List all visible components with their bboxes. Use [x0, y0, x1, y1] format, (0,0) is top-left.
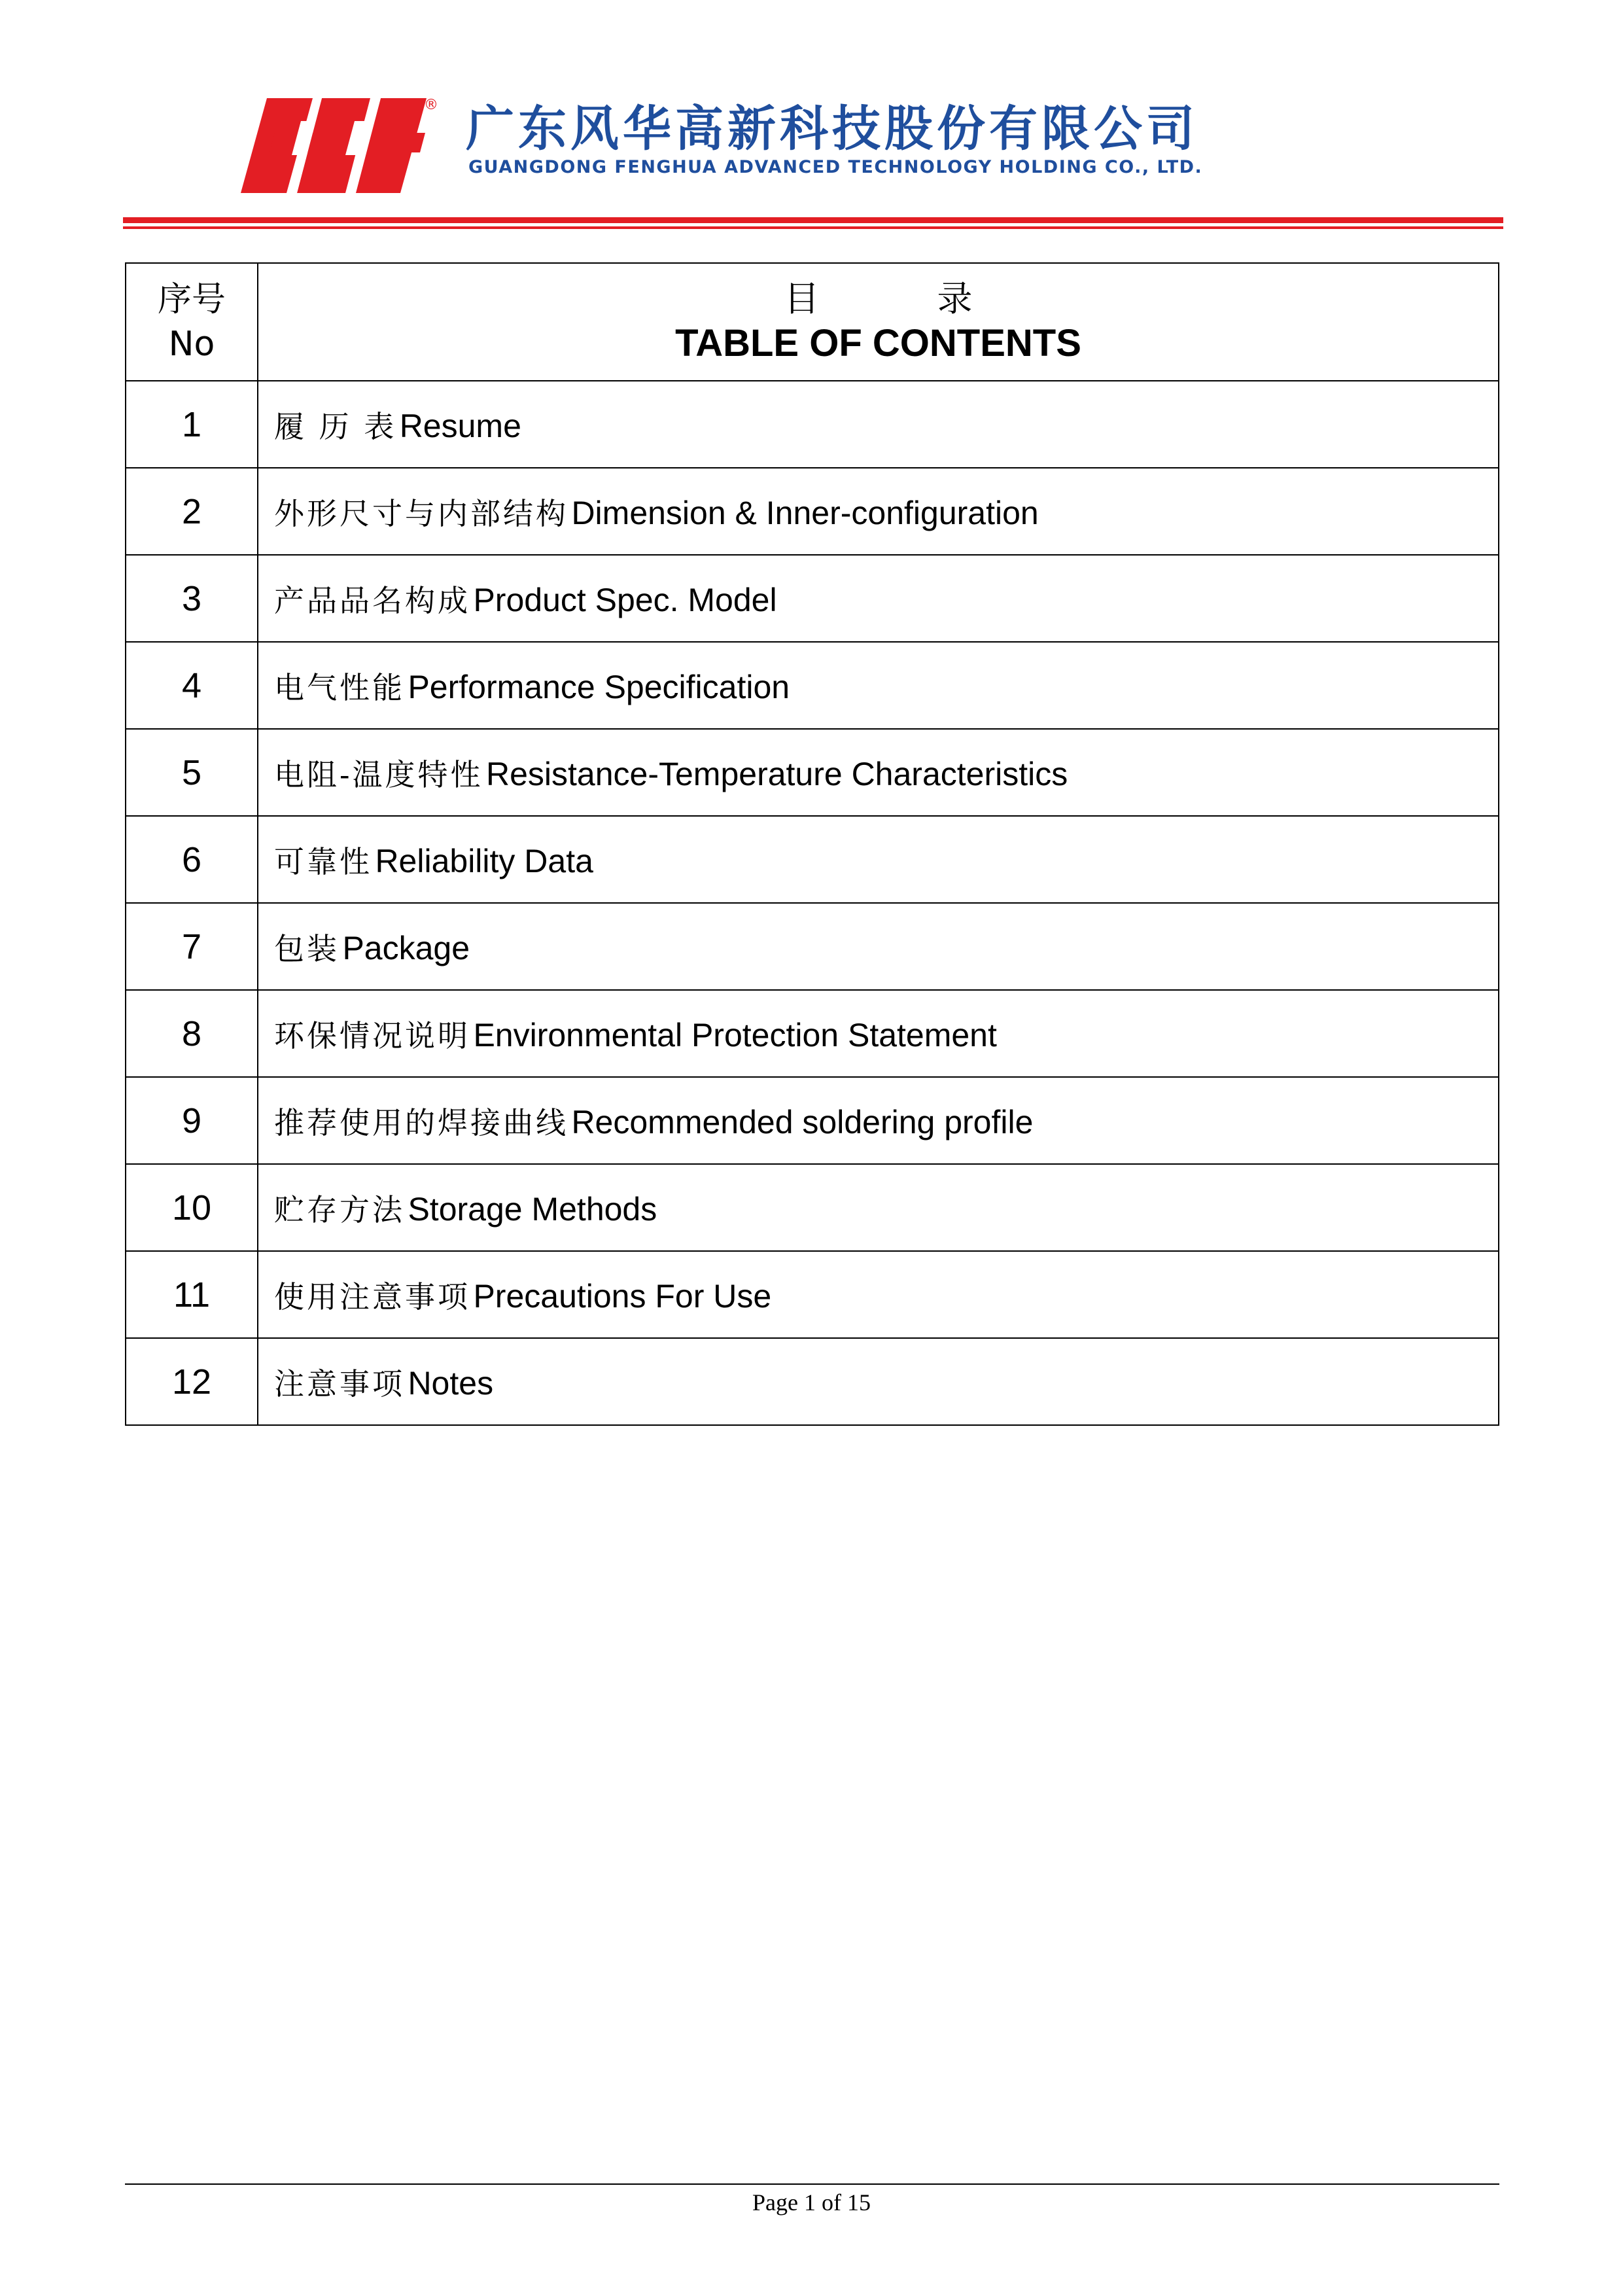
footer-divider	[125, 2183, 1499, 2185]
table-row	[126, 990, 1499, 1077]
toc-title-cn: 目录	[784, 278, 1091, 319]
toc-item-number: 1	[181, 404, 202, 444]
toc-title-cell	[258, 1077, 1499, 1164]
toc-number-cell	[126, 642, 258, 729]
toc-item-title-cn: 贮存方法	[274, 1192, 405, 1227]
toc-number-cell	[126, 729, 258, 816]
table-row	[126, 381, 1499, 468]
toc-item-number: 10	[171, 1188, 212, 1227]
toc-number-cell	[126, 1251, 258, 1338]
toc-item-title-cn: 推荐使用的焊接曲线	[274, 1104, 568, 1140]
toc-title-en: TABLE OF CONTENTS	[675, 322, 1081, 364]
table-row	[126, 642, 1499, 729]
toc-item-number: 12	[171, 1362, 212, 1402]
toc-title-cell	[258, 381, 1499, 468]
toc-item-number: 8	[181, 1014, 202, 1053]
table-of-contents	[125, 262, 1499, 1426]
toc-header-row	[126, 263, 1499, 381]
toc-item-title-cn: 履 历 表	[274, 408, 397, 444]
table-row	[126, 555, 1499, 642]
toc-item-title-en: Environmental Protection Statement	[473, 1016, 997, 1053]
toc-number-cell	[126, 555, 258, 642]
table-row	[126, 468, 1499, 555]
toc-item-title-cn: 使用注意事项	[274, 1279, 470, 1315]
fenghua-logo-icon	[236, 95, 432, 196]
company-name-en: GUANGDONG FENGHUA ADVANCED TECHNOLOGY HOLDING CO., LTD.	[468, 157, 1203, 177]
registered-trademark: ®	[424, 97, 438, 113]
toc-item-title-cn: 产品品名构成	[274, 582, 470, 618]
toc-item-title-cn: 包装	[274, 930, 340, 966]
toc-title-cell	[258, 468, 1499, 555]
table-row	[126, 1251, 1499, 1338]
toc-item-title-en: Dimension & Inner-configuration	[571, 494, 1039, 531]
toc-title-cell	[258, 816, 1499, 903]
toc-item-title-cn: 注意事项	[274, 1366, 405, 1402]
toc-item-number: 5	[181, 752, 202, 792]
toc-title-cell	[258, 1251, 1499, 1338]
toc-number-cell	[126, 816, 258, 903]
toc-item-number: 3	[181, 578, 202, 618]
toc-title-cell	[258, 555, 1499, 642]
toc-item-title-en: Performance Specification	[408, 668, 790, 705]
table-row	[126, 816, 1499, 903]
toc-item-number: 9	[181, 1101, 202, 1140]
toc-item-title-en: Product Spec. Model	[473, 581, 777, 618]
toc-item-number: 6	[181, 839, 202, 879]
toc-number-cell	[126, 903, 258, 990]
toc-item-number: 11	[173, 1275, 211, 1315]
page-number: Page 1 of 15	[752, 2189, 871, 2216]
toc-item-title-cn: 外形尺寸与内部结构	[274, 495, 568, 531]
toc-header-no-cell	[126, 263, 258, 381]
table-row	[126, 903, 1499, 990]
toc-item-title-en: Notes	[408, 1364, 494, 1402]
toc-item-title-en: Resume	[399, 407, 521, 444]
toc-item-number: 7	[181, 927, 202, 966]
table-row	[126, 1164, 1499, 1251]
toc-item-title-en: Precautions For Use	[473, 1277, 772, 1315]
toc-item-number: 4	[181, 665, 202, 705]
company-name-cn: 广东风华高新科技股份有限公司	[466, 101, 1198, 157]
toc-title-cell	[258, 1164, 1499, 1251]
toc-item-title-cn: 电气性能	[274, 669, 405, 705]
toc-number-cell	[126, 1077, 258, 1164]
toc-title-cell	[258, 729, 1499, 816]
header-divider-thick	[123, 217, 1503, 223]
toc-number-cell	[126, 468, 258, 555]
table-row	[126, 729, 1499, 816]
col-no-label-en: No	[168, 325, 215, 364]
toc-title-cell	[258, 903, 1499, 990]
toc-item-title-en: Storage Methods	[408, 1190, 657, 1227]
header-divider-thin	[123, 226, 1503, 229]
toc-item-title-cn: 环保情况说明	[274, 1017, 470, 1053]
toc-title-cell	[258, 990, 1499, 1077]
toc-title-cell	[258, 642, 1499, 729]
toc-item-title-cn: 可靠性	[274, 843, 372, 879]
page-header	[0, 0, 1623, 236]
toc-title-cell	[258, 1338, 1499, 1425]
toc-item-number: 2	[181, 491, 202, 531]
toc-number-cell	[126, 990, 258, 1077]
toc-item-title-en: Recommended soldering profile	[571, 1103, 1034, 1140]
toc-item-title-en: Package	[342, 929, 470, 966]
toc-item-title-cn: 电阻-温度特性	[274, 756, 483, 792]
toc-number-cell	[126, 1164, 258, 1251]
toc-item-title-en: Resistance-Temperature Characteristics	[486, 755, 1068, 792]
table-row	[126, 1338, 1499, 1425]
table-row	[126, 1077, 1499, 1164]
toc-number-cell	[126, 381, 258, 468]
col-no-label-cn: 序号	[157, 280, 226, 319]
toc-item-title-en: Reliability Data	[375, 842, 593, 879]
toc-number-cell	[126, 1338, 258, 1425]
toc-header-title-cell	[258, 263, 1499, 381]
